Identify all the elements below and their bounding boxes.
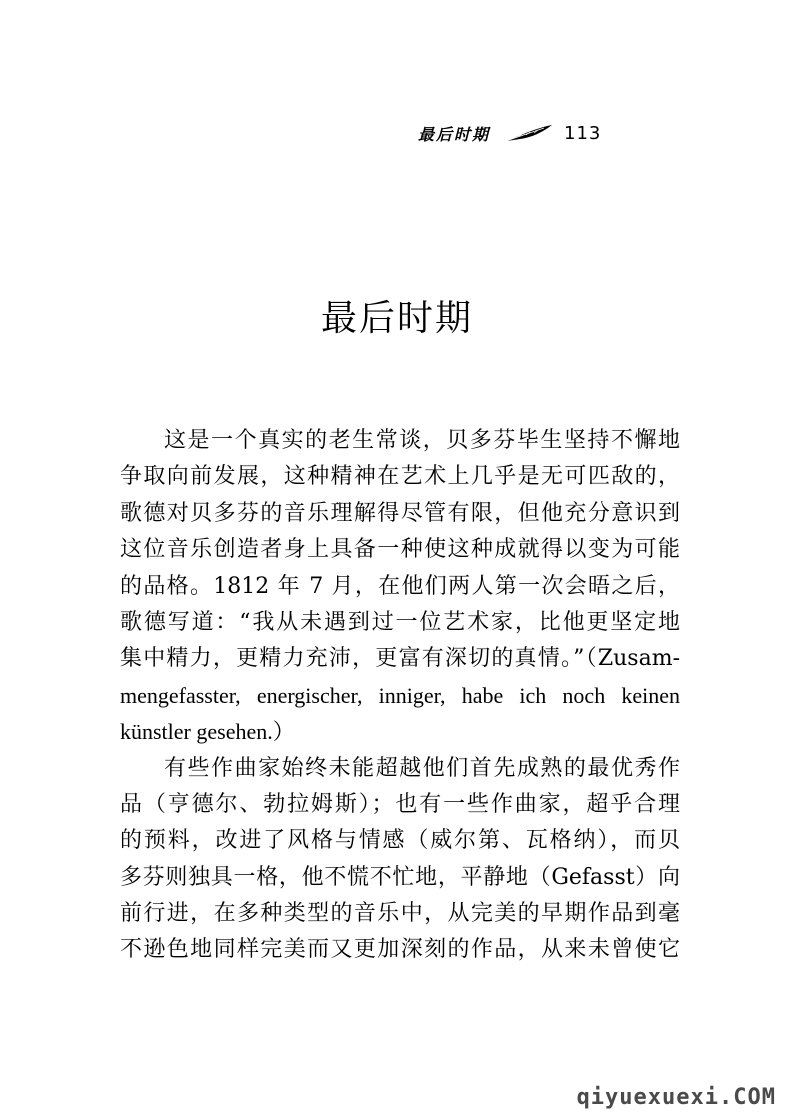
text-line: 歌德对贝多芬的音乐理解得尽管有限，但他充分意识到: [120, 500, 680, 526]
body-text: [120, 423, 680, 969]
text-line: 多芬则独具一格，他不慌不忙地，平静地（Gefasst）向: [120, 864, 680, 890]
running-title: 最后时期: [418, 124, 491, 144]
text-line: 前行进，在多种类型的音乐中，从完美的早期作品到毫: [120, 901, 680, 927]
running-header: [418, 120, 601, 146]
page-number: 113: [564, 122, 602, 144]
text-line: künstler gesehen.）: [120, 719, 295, 745]
text-line: 有些作曲家始终未能超越他们首先成熟的最优秀作: [164, 755, 680, 781]
paragraph-1: [120, 423, 680, 751]
text-line: 不逊色地同样完美而又更加深刻的作品，从来未曾使它: [120, 937, 680, 963]
text-line: 歌德写道：“我从未遇到过一位艺术家，比他更坚定地: [120, 609, 680, 635]
text-line: 的品格。1812 年 7 月，在他们两人第一次会晤之后，: [120, 573, 680, 599]
text-line: 争取向前发展，这种精神在艺术上几乎是无可匹敌的，: [120, 464, 680, 490]
text-line: mengefasster, energischer, inniger, habe ich noch keinen: [120, 682, 680, 708]
text-line: 这是一个真实的老生常谈，贝多芬毕生坚持不懈地: [164, 428, 680, 453]
text-line: 集中精力，更精力充沛，更富有深切的真情。”（Zusam-: [120, 646, 680, 672]
watermark: qiyuexuexi.COM: [576, 1085, 776, 1110]
chapter-title: 最后时期: [320, 298, 473, 339]
text-line: 的预料，改进了风格与情感（威尔第、瓦格纳），而贝: [120, 828, 680, 854]
text-line: 品（亨德尔、勃拉姆斯）；也有一些作曲家，超乎合理: [120, 791, 680, 817]
paragraph-2: [120, 751, 680, 969]
quill-icon: [504, 123, 554, 143]
text-line: 这位音乐创造者身上具备一种使这种成就得以变为可能: [120, 537, 680, 563]
